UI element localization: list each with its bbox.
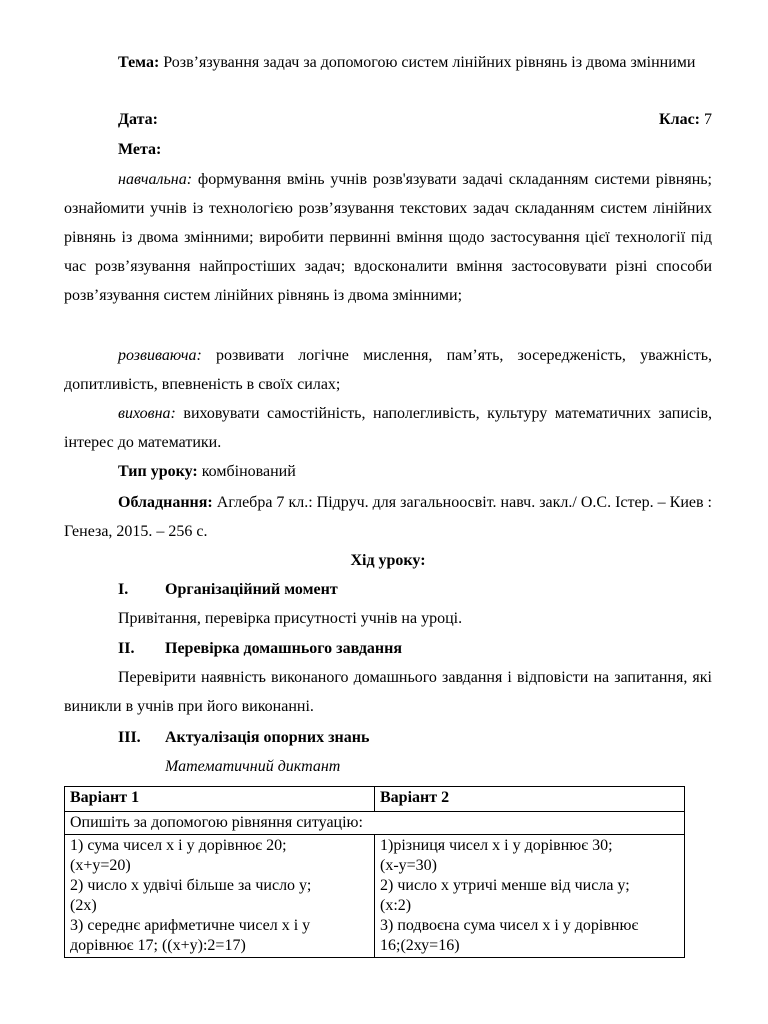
section-2-text: Перевірити наявність виконаного домашнього завдання і відповісти на запитання, які виникли в учнів при його виконанні. (64, 669, 712, 715)
topic-label: Тема: (118, 54, 160, 71)
section-1-text: Привітання, перевірка присутності учнів на уроці. (118, 610, 463, 627)
variant-2-line: (х-у=30) (380, 857, 438, 874)
section-2-number: II. (118, 640, 135, 657)
variant-2-line: 16;(2ху=16) (380, 937, 460, 954)
class-field (659, 111, 712, 129)
variant-2-line: 1)різниця чисел х і у дорівнює 30; (380, 837, 613, 854)
header-variant-1: Варіант 1 (65, 787, 375, 812)
section-3-title: Актуалізація опорних знань (165, 729, 370, 746)
goal-upbringing (64, 399, 712, 457)
equipment (64, 488, 712, 546)
variant-2-line: (х:2) (380, 897, 412, 914)
class-value: 7 (700, 111, 712, 128)
class-label: Клас: (658, 111, 700, 128)
section-1-title: Організаційний момент (165, 581, 338, 598)
lesson-type-value: комбінований (197, 463, 296, 480)
lesson-flow-heading: Хід уроку: (350, 552, 426, 569)
goal-label: Мета: (118, 141, 162, 158)
equipment-value: Аглебра 7 кл.: Підруч. для загальноосвіт. навч. закл./ О.С. Істер. – Киев : Генеза, 2015. – 256 с. (64, 494, 712, 540)
table-tasks-row (65, 835, 685, 958)
section-3-heading (118, 729, 369, 747)
goal-developing (64, 341, 712, 399)
date-class-row (118, 111, 712, 129)
goal-educational (64, 165, 712, 310)
variant-1-line: 2) число х удвічі більше за число у; (70, 877, 312, 894)
goal-upbringing-text: виховувати самостійність, наполегливість, культуру математичних записів, інтерес до математики. (64, 405, 712, 451)
header-variant-2: Варіант 2 (375, 787, 685, 812)
date-label: Дата: (118, 111, 158, 128)
topic-text: Розв’язування задач за допомогою систем лінійних рівнянь із двома змінними (159, 54, 696, 71)
table-header-row (65, 787, 685, 812)
table-instruction-row (65, 812, 685, 835)
section-2-heading (118, 640, 402, 658)
variant-1-line: (2х) (70, 897, 97, 914)
section-1-number: I. (118, 581, 129, 598)
goal-educational-label: навчальна: (118, 171, 193, 188)
instruction-cell: Опишіть за допомогою рівняння ситуацію: (65, 812, 685, 835)
variant-1-cell (65, 835, 375, 958)
goal-upbringing-label: виховна: (118, 405, 176, 422)
dictation-caption: Математичний диктант (165, 758, 341, 775)
goal-developing-label: розвиваюча: (118, 347, 202, 364)
goal-heading (118, 141, 161, 159)
variant-1-line: (х+у=20) (70, 857, 131, 874)
variant-2-line: 2) число х утричі менше від числа у; (380, 877, 630, 894)
dictation-table (64, 786, 685, 958)
variant-1-line: 3) середнє арифметичне чисел х і у (70, 917, 311, 934)
section-3-number: III. (118, 729, 141, 746)
section-1-heading (118, 581, 338, 599)
variant-1-line: дорівнює 17; ((х+у):2=17) (70, 937, 246, 954)
lesson-type-label: Тип уроку: (118, 463, 198, 480)
equipment-label: Обладнання: (118, 494, 213, 511)
goal-developing-text: розвивати логічне мислення, пам’ять, зосередженість, уважність, допитливість, впевненість в своїх силах; (64, 347, 712, 393)
variant-2-line: 3) подвоєна сума чисел х і у дорівнює (380, 917, 639, 934)
variant-1-line: 1) сума чисел х і у дорівнює 20; (70, 837, 287, 854)
section-2-title: Перевірка домашнього завдання (165, 640, 402, 657)
lesson-type (64, 457, 712, 486)
topic-paragraph (64, 48, 712, 77)
variant-2-cell (375, 835, 685, 958)
goal-educational-text: формування вмінь учнів розв'язувати задачі складанням системи рівнянь; ознайомити учнів із технологією розв’язування текстових задач складанням систем лінійних рівнянь із двома змінними; виробити первинні вміння щодо застосування цієї технології під час розв’язування найпростіших задач; вдосконалити вміння застосовувати різні способи розв’язування систем лінійних рівнянь із двома змінними; (64, 171, 712, 304)
